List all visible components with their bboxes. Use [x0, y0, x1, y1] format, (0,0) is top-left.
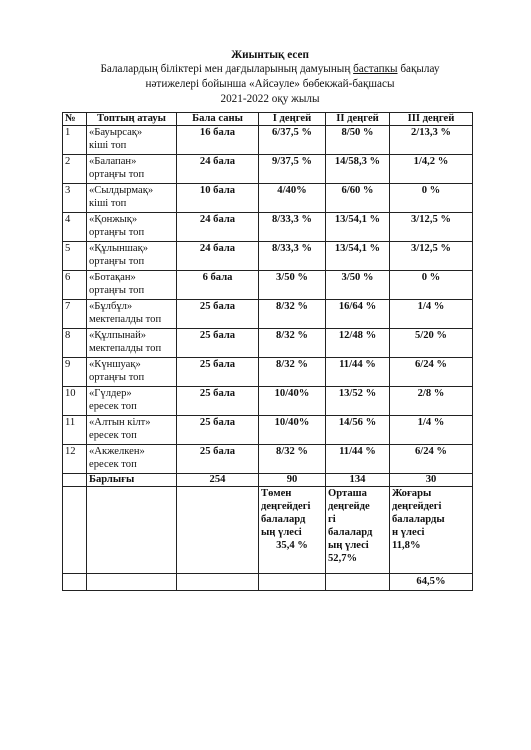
share-text-line: н үлесі: [392, 527, 425, 538]
final-empty-cell: [87, 574, 177, 591]
school-year: 2021-2022 оқу жылы: [220, 93, 320, 105]
group-type: мектепалды топ: [89, 343, 162, 354]
share-text-line: деңгейде: [328, 501, 370, 512]
share-text-line: Орташа: [328, 488, 367, 499]
group-name: «Балапан»: [89, 156, 137, 167]
group-type: мектепалды топ: [89, 314, 162, 325]
group-type: кіші топ: [89, 198, 127, 209]
table-row: [63, 213, 473, 242]
share-text-line: деңгейдегі: [392, 501, 442, 512]
level-1-value: 6/37,5 %: [259, 126, 326, 155]
share-text-line: 11,8%: [392, 540, 421, 551]
row-number: 3: [63, 184, 87, 213]
level-2-value: 8/50 %: [326, 126, 390, 155]
level-2-value: 13/52 %: [326, 387, 390, 416]
level-3-value: 2/8 %: [390, 387, 473, 416]
level-2-value: 13/54,1 %: [326, 242, 390, 271]
share-high-level: [390, 487, 473, 574]
share-low-level: [259, 487, 326, 574]
table-row: [63, 242, 473, 271]
child-count: 25 бала: [177, 300, 259, 329]
level-1-value: 8/32 %: [259, 300, 326, 329]
level-2-value: 11/44 %: [326, 358, 390, 387]
level-3-value: 1/4 %: [390, 416, 473, 445]
col-header-level-1: І деңгей: [259, 113, 326, 126]
group-name-cell: [87, 184, 177, 213]
level-3-value: 1/4 %: [390, 300, 473, 329]
table-share-row: [63, 487, 473, 574]
report-title: Жиынтық есеп: [231, 49, 309, 61]
child-count: 24 бала: [177, 242, 259, 271]
level-2-value: 16/64 %: [326, 300, 390, 329]
share-text-line: 35,4 %: [276, 540, 308, 551]
group-type: кіші топ: [89, 140, 127, 151]
child-count: 25 бала: [177, 416, 259, 445]
table-header-row: [63, 113, 473, 126]
level-2-value: 12/48 %: [326, 329, 390, 358]
level-2-value: 13/54,1 %: [326, 213, 390, 242]
summary-table: [62, 112, 473, 591]
group-name-cell: [87, 271, 177, 300]
level-1-value: 8/33,3 %: [259, 213, 326, 242]
share-text-line: 52,7%: [328, 553, 358, 564]
table-row: [63, 416, 473, 445]
share-text-line: ың үлесі: [328, 540, 369, 551]
child-count: 10 бала: [177, 184, 259, 213]
row-number: 7: [63, 300, 87, 329]
child-count: 25 бала: [177, 445, 259, 474]
group-name: «Құлыншақ»: [89, 243, 149, 254]
share-text-line: балалард: [328, 527, 373, 538]
group-name-cell: [87, 300, 177, 329]
group-name-cell: [87, 126, 177, 155]
group-type: ортаңғы топ: [89, 256, 145, 267]
group-name: «Бұлбұл»: [89, 301, 133, 312]
level-1-value: 10/40%: [259, 387, 326, 416]
level-1-value: 9/37,5 %: [259, 155, 326, 184]
share-text-line: балалард: [261, 514, 306, 525]
share-text-line: балаларды: [392, 514, 445, 525]
share-empty-cell: [87, 487, 177, 574]
table-row: [63, 387, 473, 416]
group-name-cell: [87, 358, 177, 387]
level-2-value: 14/56 %: [326, 416, 390, 445]
group-name-cell: [87, 329, 177, 358]
table-final-row: [63, 574, 473, 591]
row-number: 4: [63, 213, 87, 242]
level-2-value: 11/44 %: [326, 445, 390, 474]
row-number: 9: [63, 358, 87, 387]
group-name: «Бауырсақ»: [89, 127, 143, 138]
group-type: ортаңғы топ: [89, 372, 145, 383]
level-1-value: 8/33,3 %: [259, 242, 326, 271]
final-empty-cell: [326, 574, 390, 591]
row-number: 12: [63, 445, 87, 474]
final-value: 64,5%: [390, 574, 473, 591]
total-level-2: 134: [326, 474, 390, 487]
level-2-value: 6/60 %: [326, 184, 390, 213]
group-type: ересек топ: [89, 401, 137, 412]
share-text-line: Жоғары: [392, 488, 432, 499]
final-empty-cell: [177, 574, 259, 591]
report-subtitle-line-1: Балалардың біліктері мен дағдыларының дамуының бастапкы бақылау: [100, 63, 440, 75]
share-empty-cell: [63, 487, 87, 574]
level-2-value: 14/58,3 %: [326, 155, 390, 184]
table-row: [63, 155, 473, 184]
table-row: [63, 271, 473, 300]
row-number: 5: [63, 242, 87, 271]
group-name: «Ботақан»: [89, 272, 136, 283]
group-name-cell: [87, 387, 177, 416]
child-count: 25 бала: [177, 358, 259, 387]
table-row: [63, 329, 473, 358]
report-subtitle-line-2: нәтижелері бойынша «Айсәуле» бөбекжай-бақшасы: [145, 78, 395, 90]
group-name-cell: [87, 155, 177, 184]
share-empty-cell: [177, 487, 259, 574]
col-header-level-3: ІІІ деңгей: [390, 113, 473, 126]
row-number: 1: [63, 126, 87, 155]
level-2-value: 3/50 %: [326, 271, 390, 300]
level-1-value: 3/50 %: [259, 271, 326, 300]
col-header-child-count: Бала саны: [177, 113, 259, 126]
col-header-number: №: [63, 113, 87, 126]
group-type: ересек топ: [89, 430, 137, 441]
level-1-value: 4/40%: [259, 184, 326, 213]
group-name: «Күншуақ»: [89, 359, 141, 370]
group-type: ересек топ: [89, 459, 137, 470]
total-empty-cell: [63, 474, 87, 487]
row-number: 2: [63, 155, 87, 184]
total-label: Барлығы: [87, 474, 177, 487]
level-3-value: 0 %: [390, 184, 473, 213]
child-count: 24 бала: [177, 213, 259, 242]
row-number: 8: [63, 329, 87, 358]
group-type: ортаңғы топ: [89, 227, 145, 238]
level-1-value: 8/32 %: [259, 358, 326, 387]
final-empty-cell: [259, 574, 326, 591]
level-3-value: 3/12,5 %: [390, 242, 473, 271]
level-1-value: 8/32 %: [259, 329, 326, 358]
final-empty-cell: [63, 574, 87, 591]
row-number: 11: [63, 416, 87, 445]
share-mid-level: [326, 487, 390, 574]
share-text-line: гі: [328, 514, 336, 525]
child-count: 24 бала: [177, 155, 259, 184]
group-name: «Сылдырмақ»: [89, 185, 154, 196]
table-row: [63, 300, 473, 329]
level-3-value: 3/12,5 %: [390, 213, 473, 242]
row-number: 10: [63, 387, 87, 416]
group-name: «Акжелкен»: [89, 446, 145, 457]
group-type: ортаңғы топ: [89, 169, 145, 180]
group-name-cell: [87, 445, 177, 474]
level-3-value: 0 %: [390, 271, 473, 300]
child-count: 25 бала: [177, 329, 259, 358]
share-text-line: Төмен: [261, 488, 292, 499]
group-name-cell: [87, 213, 177, 242]
row-number: 6: [63, 271, 87, 300]
level-3-value: 2/13,3 %: [390, 126, 473, 155]
child-count: 6 бала: [177, 271, 259, 300]
table-row: [63, 445, 473, 474]
table-row: [63, 184, 473, 213]
level-1-value: 8/32 %: [259, 445, 326, 474]
group-name-cell: [87, 416, 177, 445]
group-name: «Қонжық»: [89, 214, 138, 225]
child-count: 16 бала: [177, 126, 259, 155]
col-header-level-2: ІІ деңгей: [326, 113, 390, 126]
child-count: 25 бала: [177, 387, 259, 416]
group-name-cell: [87, 242, 177, 271]
share-text-line: ың үлесі: [261, 527, 302, 538]
total-level-1: 90: [259, 474, 326, 487]
table-total-row: [63, 474, 473, 487]
level-3-value: 6/24 %: [390, 445, 473, 474]
group-name: «Алтын кілт»: [89, 417, 151, 428]
total-level-3: 30: [390, 474, 473, 487]
level-3-value: 1/4,2 %: [390, 155, 473, 184]
col-header-group-name: Топтың атауы: [87, 113, 177, 126]
level-1-value: 10/40%: [259, 416, 326, 445]
level-3-value: 6/24 %: [390, 358, 473, 387]
total-child-count: 254: [177, 474, 259, 487]
group-type: ортаңғы топ: [89, 285, 145, 296]
group-name: «Гүлдер»: [89, 388, 132, 399]
table-row: [63, 126, 473, 155]
group-name: «Құлпынай»: [89, 330, 147, 341]
table-row: [63, 358, 473, 387]
share-text-line: деңгейдегі: [261, 501, 311, 512]
level-3-value: 5/20 %: [390, 329, 473, 358]
